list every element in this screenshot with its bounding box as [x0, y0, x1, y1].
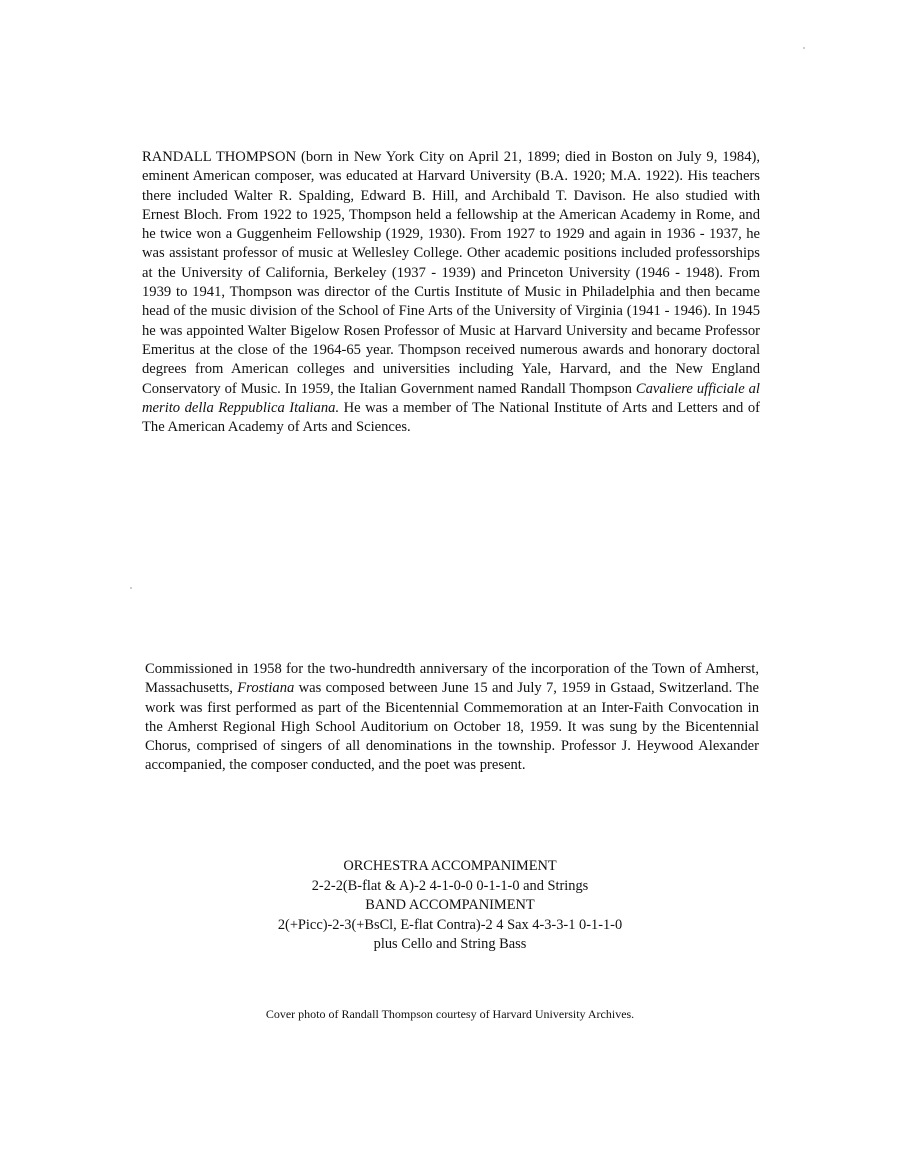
orchestra-instrumentation: 2-2-2(B-flat & A)-2 4-1-0-0 0-1-1-0 and Strings: [311, 877, 589, 894]
italian-honor-title: Cavaliere ufficiale al merito della Reppublica Italiana.: [142, 380, 760, 416]
orchestra-heading: ORCHESTRA ACCOMPANIMENT: [343, 858, 557, 874]
biography-text-part2: He was a member of The National Institute of Arts and Letters and of The American Academy of Arts and Sciences.: [142, 399, 760, 436]
biography-text-part1: RANDALL THOMPSON (born in New York City on April 21, 1899; died in Boston on July 9, 1984), eminent American composer, was educated at Harvard University (B.A. 1920; M.A. 1922). His teachers there included Walter R. Spalding, Edward B. Hill, and Archibald T. Davison. He also studied with Ernest Bloch. From 1922 to 1925, Thompson held a fellowship at the American Academy in Rome, and he twice won a Guggenheim Fellowship (1929, 1930). From 1927 to 1929 and again in 1936 - 1937, he was assistant professor of music at Wellesley College. Other academic positions included professorships at the University of California, Berkeley (1937 - 1939) and Princeton University (1946 - 1948). From 1939 to 1941, Thompson was director of the Curtis Institute of Music in Philadelphia and then became head of the music division of the School of Fine Arts of the University of Virginia (1941 - 1946). In 1945 he was appointed Walter Bigelow Rosen Professor of Music at Harvard University and became Professor Emeritus at the close of the 1964-65 year. Thompson received numerous awards and honorary doctoral degrees from American colleges and universities including Yale, Harvard, and the New England Conservatory of Music. In 1959, the Italian Government named Randall Thompson: [142, 149, 760, 397]
photo-credit: Cover photo of Randall Thompson courtesy of Harvard University Archives.: [265, 1007, 635, 1021]
commission-text-part1: Commissioned in 1958 for the two-hundredth anniversary of the incorporation of the Town of Amherst, Massachusetts,: [145, 661, 759, 697]
biography-paragraph: [142, 148, 760, 437]
scan-speck: [130, 587, 132, 589]
work-title: Frostiana: [237, 680, 295, 697]
commission-paragraph: [145, 660, 759, 776]
scan-speck: [803, 47, 805, 49]
instrumentation-block: [210, 857, 690, 955]
commission-text-part2: was composed between June 15 and July 7, 1959 in Gstaad, Switzerland. The work was first performed as part of the Bicentennial Commemoration at an Inter-Faith Convocation in the Amherst Regional High School Auditorium on October 18, 1959. It was sung by the Bicentennial Chorus, comprised of singers of all denominations in the township. Professor J. Heywood Alexander accompanied, the composer conducted, and the poet was present.: [145, 680, 759, 774]
band-instrumentation-extra: plus Cello and String Bass: [373, 936, 527, 953]
band-instrumentation: 2(+Picc)-2-3(+BsCl, E-flat Contra)-2 4 Sax 4-3-3-1 0-1-1-0: [277, 916, 623, 933]
band-heading: BAND ACCOMPANIMENT: [365, 897, 535, 914]
